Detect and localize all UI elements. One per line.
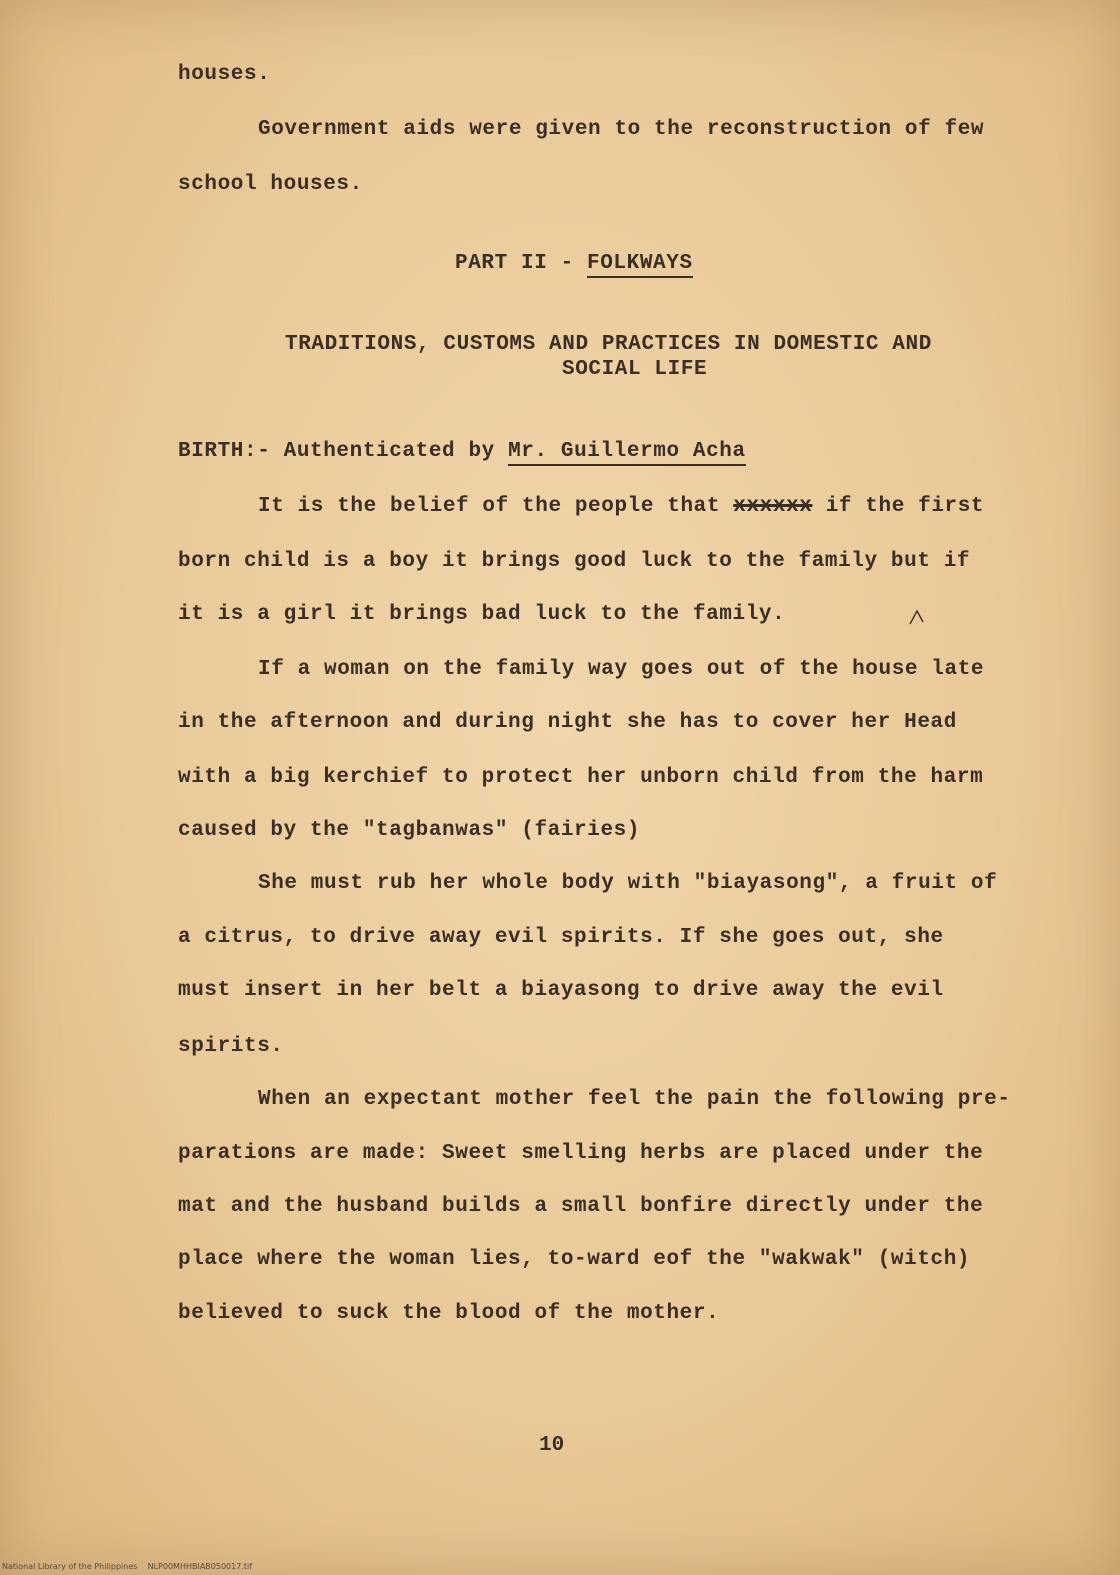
struck-out-word: xxxxxx — [733, 495, 813, 518]
part-heading — [455, 251, 693, 277]
part-heading-title: FOLKWAYS — [587, 252, 693, 278]
paragraph-1-line-2: born child is a boy it brings good luck to the family but if — [178, 550, 971, 573]
paragraph-2-line-4: caused by the "tagbanwas" (fairies) — [178, 819, 641, 842]
paragraph-2-line-2: in the afternoon and during night she has to cover her Head — [178, 711, 957, 734]
text-line-houses: houses. — [178, 63, 271, 86]
paragraph-4-line-3: mat and the husband builds a small bonfire directly under the — [178, 1195, 984, 1218]
paragraph-4-line-2: parations are made: Sweet smelling herbs are placed under the — [178, 1142, 984, 1165]
p1-text-a: It is the belief of the people that — [258, 495, 734, 518]
birth-author: Mr. Guillermo Acha — [508, 440, 746, 466]
paragraph-1-line-1 — [258, 494, 984, 520]
scan-footer: National Library of the Philippines NLP00MHHBIAB050017.tif — [2, 1562, 253, 1571]
paragraph-2-line-3: with a big kerchief to protect her unborn child from the harm — [178, 766, 984, 789]
pen-mark-icon — [908, 608, 926, 626]
paragraph-4-line-5: believed to suck the blood of the mother. — [178, 1302, 720, 1325]
text-line-government-aids: Government aids were given to the reconstruction of few — [258, 118, 985, 141]
paragraph-3-line-3: must insert in her belt a biayasong to drive away the evil — [178, 979, 944, 1002]
paragraph-3-line-4: spirits. — [178, 1035, 284, 1058]
page-number: 10 — [539, 1434, 565, 1457]
part-heading-prefix: PART II - — [455, 252, 588, 275]
paragraph-3-line-2: a citrus, to drive away evil spirits. If she goes out, she — [178, 926, 944, 949]
birth-attribution — [178, 439, 746, 465]
birth-label: BIRTH:- Authenticated by — [178, 440, 509, 463]
paragraph-1-line-3: it is a girl it brings bad luck to the family. — [178, 603, 786, 626]
paragraph-3-line-1: She must rub her whole body with "biayasong", a fruit of — [258, 872, 998, 895]
paragraph-2-line-1: If a woman on the family way goes out of the house late — [258, 658, 985, 681]
section-heading-line-1: TRADITIONS, CUSTOMS AND PRACTICES IN DOMESTIC AND — [285, 333, 932, 356]
section-heading-line-2: SOCIAL LIFE — [562, 358, 708, 381]
p1-text-b: if the first — [812, 495, 985, 518]
paragraph-4-line-1: When an expectant mother feel the pain the following pre- — [258, 1088, 1011, 1111]
text-line-school-houses: school houses. — [178, 173, 363, 196]
paragraph-4-line-4: place where the woman lies, to-ward eof the "wakwak" (witch) — [178, 1248, 971, 1271]
